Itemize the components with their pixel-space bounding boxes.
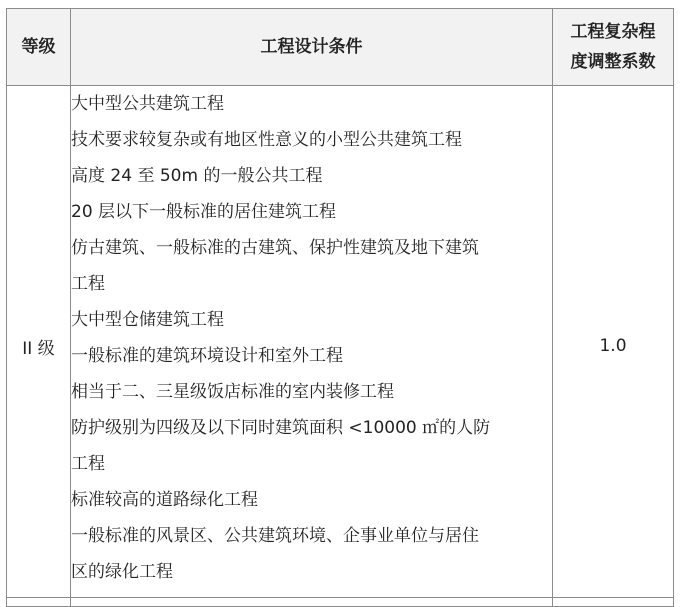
condition-line: 标准较高的道路绿化工程 [71,490,258,510]
table-header-row [7,9,674,86]
design-conditions-cell [71,86,553,607]
adjustment-coefficient-cell: 1.0 [553,86,674,607]
header-design-conditions: 工程设计条件 [71,9,553,86]
header-grade: 等级 [7,9,71,86]
header-coefficient-line-1: 工程复杂程 [570,22,656,42]
condition-line: 工程 [71,274,105,294]
next-row-border [6,597,673,601]
condition-line: 20 层以下一般标准的居住建筑工程 [71,202,337,222]
condition-line: 大中型公共建筑工程 [71,94,224,114]
grade-cell: II 级 [7,86,71,607]
condition-line: 高度 24 至 50m 的一般公共工程 [71,166,323,186]
complexity-grade-table [6,8,674,607]
condition-line: 一般标准的建筑环境设计和室外工程 [71,346,343,366]
condition-line: 大中型仓储建筑工程 [71,310,224,330]
condition-line: 区的绿化工程 [71,562,173,582]
header-coefficient-line-2: 度调整系数 [570,52,656,72]
condition-line: 防护级别为四级及以下同时建筑面积 <10000 ㎡的人防 [71,418,491,438]
header-adjustment-coefficient [553,9,674,86]
condition-line: 一般标准的风景区、公共建筑环境、企事业单位与居住 [71,526,479,546]
condition-line: 工程 [71,454,105,474]
condition-line: 相当于二、三星级饭店标准的室内装修工程 [71,382,394,402]
condition-line: 仿古建筑、一般标准的古建筑、保护性建筑及地下建筑 [71,238,479,258]
condition-line: 技术要求较复杂或有地区性意义的小型公共建筑工程 [71,130,462,150]
table-row [7,86,674,607]
